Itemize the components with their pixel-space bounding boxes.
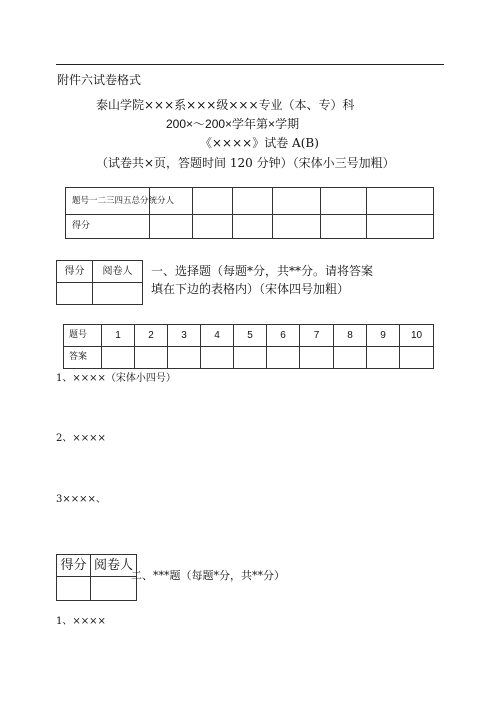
- question-number-cell: 10: [400, 325, 434, 347]
- score-cell: [193, 188, 233, 215]
- total-score-table: [65, 187, 434, 239]
- question-number-cell: 4: [201, 325, 234, 347]
- answer-cell: [102, 347, 135, 369]
- score-cell: [193, 215, 233, 239]
- question-number-cell: 7: [300, 325, 334, 347]
- grader-score-cell: [57, 283, 93, 305]
- answer-cell: [135, 347, 168, 369]
- question-1-2: 2、××××: [56, 433, 106, 444]
- question-2-1: 1、××××: [56, 616, 106, 627]
- section-1-title-line-1: 一、选择题（每题*分，共**分。请将答案: [151, 264, 374, 278]
- question-1-3: 3××××、: [56, 494, 106, 505]
- score-cell: [233, 215, 273, 239]
- top-rule: [56, 64, 444, 65]
- attachment-label: 附件六试卷格式: [57, 73, 142, 87]
- section-2-title: 二、***题（每题*分，共**分）: [131, 569, 285, 582]
- exam-title: 《××××》试卷 A(B): [200, 136, 319, 150]
- score-cell: [321, 188, 367, 215]
- question-number-cell: 8: [334, 325, 367, 347]
- question-number-cell: 3: [168, 325, 201, 347]
- score-cell: [367, 188, 434, 215]
- question-number-label: 题号: [64, 325, 102, 347]
- grader-reviewer-cell: [93, 283, 143, 305]
- grader-score-label: 得分: [57, 555, 91, 577]
- question-number-cell: 2: [135, 325, 168, 347]
- grader-score-cell: [57, 577, 91, 601]
- exam-header-line-1: 泰山学院×××系×××级×××专业（本、专）科: [96, 98, 355, 112]
- answer-cell: [267, 347, 300, 369]
- grader-box-section-1: [56, 260, 143, 305]
- answer-row-label: 答案: [64, 347, 102, 369]
- score-cell: [273, 215, 321, 239]
- question-number-cell: 9: [367, 325, 400, 347]
- score-cell: [367, 215, 434, 239]
- answer-cell: [300, 347, 334, 369]
- answer-table: [63, 324, 434, 369]
- question-number-cell: 1: [102, 325, 135, 347]
- answer-cell: [400, 347, 434, 369]
- exam-header-line-2: 200×～200×学年第×学期: [166, 117, 300, 131]
- question-1-1: 1、××××（宋体小四号）: [56, 373, 176, 384]
- exam-info-line: （试卷共×页，答题时间 120 分钟）（宋体小三号加粗）: [96, 156, 395, 170]
- question-number-cell: 5: [234, 325, 267, 347]
- score-table-header-label: [66, 188, 175, 215]
- score-cell: [233, 188, 273, 215]
- score-cell: [150, 215, 193, 239]
- grader-reviewer-label: 阅卷人: [91, 555, 137, 577]
- answer-cell: [334, 347, 367, 369]
- grader-reviewer-label: 阅卷人: [93, 261, 143, 283]
- answer-cell: [234, 347, 267, 369]
- grader-score-label: 得分: [57, 261, 93, 283]
- answer-cell: [201, 347, 234, 369]
- answer-cell: [168, 347, 201, 369]
- score-cell: [273, 188, 321, 215]
- question-number-cell: 6: [267, 325, 300, 347]
- grader-box-section-2: [56, 554, 137, 601]
- score-row-label: 得分: [66, 215, 150, 239]
- section-1-title-line-2: 填在下边的表格内）（宋体四号加粗）: [151, 282, 350, 296]
- score-table-header-text: 题号一二三四五总分统分人: [72, 195, 175, 206]
- grader-reviewer-cell: [91, 577, 137, 601]
- answer-cell: [367, 347, 400, 369]
- score-cell: [321, 215, 367, 239]
